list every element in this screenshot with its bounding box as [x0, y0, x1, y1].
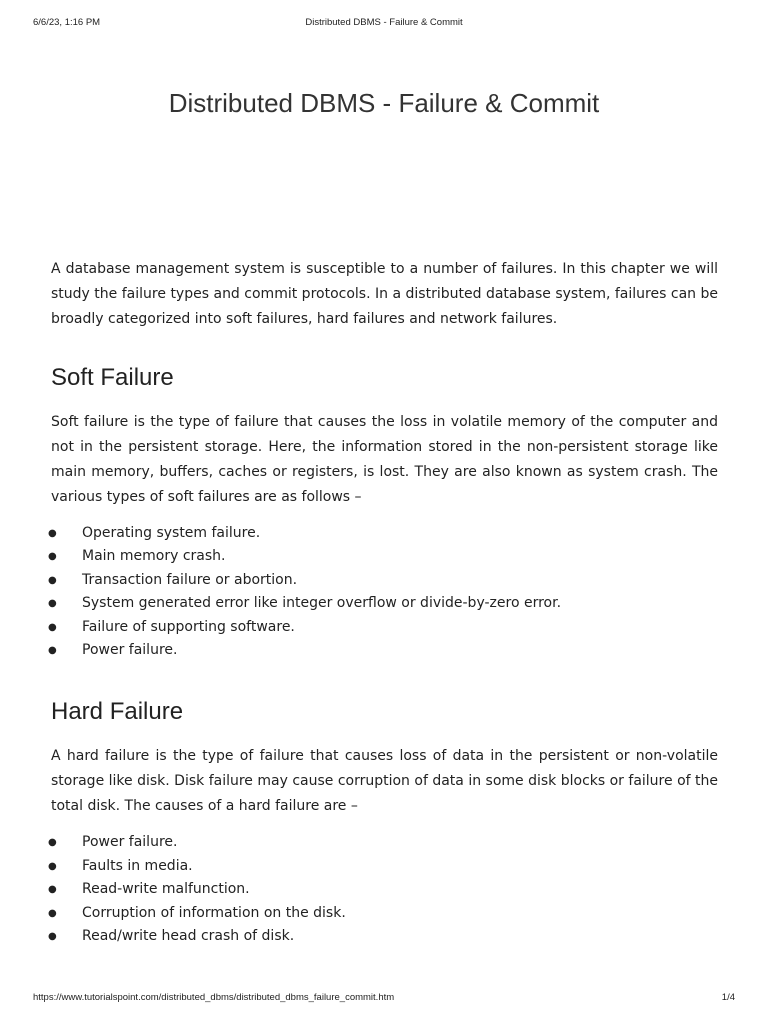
bullet-icon: ● [48, 837, 57, 849]
hard-failure-heading: Hard Failure [51, 698, 184, 726]
list-item: ● Failure of supporting software. [51, 616, 718, 639]
list-item: ● Power failure. [51, 831, 718, 854]
bullet-icon: ● [48, 574, 57, 586]
bullet-icon: ● [48, 621, 57, 633]
list-item: ● System generated error like integer overflow or divide-by-zero error. [51, 592, 718, 615]
bullet-icon: ● [48, 598, 57, 610]
page-number: 1/4 [721, 992, 735, 1003]
page-url: https://www.tutorialspoint.com/distributed_dbms/distributed_dbms_failure_commit.htm [33, 992, 395, 1003]
bullet-icon: ● [48, 860, 57, 872]
bullet-icon: ● [48, 931, 57, 943]
soft-failure-list [48, 522, 718, 662]
list-item: ● Read/write head crash of disk. [51, 925, 718, 948]
list-item: ● Power failure. [51, 639, 718, 662]
list-item: ● Main memory crash. [51, 545, 718, 568]
page-title: Distributed DBMS - Failure & Commit [168, 88, 600, 118]
intro-paragraph: A database management system is susceptible to a number of failures. In this chapter we will study the failure types and commit protocols. In a distributed database system, failures can be broadly categorized into soft failures, hard failures and network failures. [51, 261, 718, 327]
soft-failure-heading: Soft Failure [51, 364, 174, 391]
print-datetime: 6/6/23, 1:16 PM [33, 17, 101, 28]
list-item: ● Operating system failure. [51, 522, 718, 545]
print-page-title: Distributed DBMS - Failure & Commit [305, 17, 463, 28]
bullet-icon: ● [48, 907, 57, 919]
article-content [48, 257, 718, 948]
bullet-icon: ● [48, 645, 57, 657]
soft-failure-paragraph: Soft failure is the type of failure that causes the loss in volatile memory of the computer and not in the persistent storage. Here, the information stored in the non-persistent storage like main memory, buffers, caches or registers, is lost. They are also known as system crash. The various types of soft failures are as follows – [51, 414, 718, 505]
list-item: ● Read-write malfunction. [51, 878, 718, 901]
print-header [33, 17, 735, 31]
hard-failure-paragraph: A hard failure is the type of failure that causes loss of data in the persistent or non-volatile storage like disk. Disk failure may cause corruption of data in some disk blocks or failure of the total disk. The causes of a hard failure are – [51, 748, 718, 815]
list-item: ● Faults in media. [51, 855, 718, 878]
list-item: ● Corruption of information on the disk. [51, 902, 718, 925]
hard-failure-list [48, 831, 718, 948]
bullet-icon: ● [48, 884, 57, 896]
bullet-icon: ● [48, 551, 57, 563]
bullet-icon: ● [48, 528, 57, 539]
list-item: ● Transaction failure or abortion. [51, 569, 718, 592]
print-footer [33, 992, 735, 1006]
